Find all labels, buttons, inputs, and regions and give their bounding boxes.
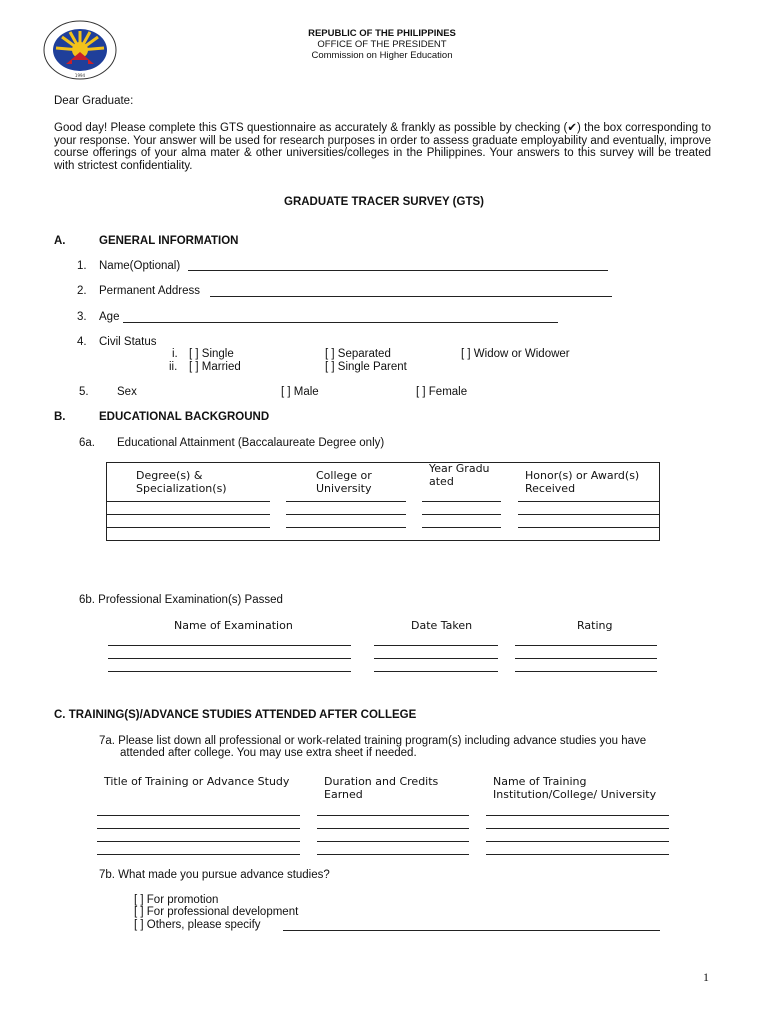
option-separated[interactable]: [ ] Separated bbox=[325, 348, 391, 360]
section-c-title: C. TRAINING(S)/ADVANCE STUDIES ATTENDED AFTER COLLEGE bbox=[54, 709, 417, 721]
q7a-line2: attended after college. You may use extra sheet if needed. bbox=[120, 747, 417, 759]
q6a-num: 6a. bbox=[79, 437, 95, 449]
exam-row1-rating[interactable] bbox=[515, 645, 657, 646]
option-widow[interactable]: [ ] Widow or Widower bbox=[461, 348, 570, 360]
col-honors-header: Honor(s) or Award(s) Received bbox=[525, 469, 640, 495]
edu-row3-year[interactable] bbox=[422, 527, 501, 528]
col-duration-header: Duration and Credits Earned bbox=[324, 775, 439, 801]
name-label: Name(Optional) bbox=[99, 260, 181, 272]
training-row1-institution[interactable] bbox=[486, 815, 669, 816]
header-office: OFFICE OF THE PRESIDENT bbox=[317, 39, 447, 50]
item-2-num: 2. bbox=[77, 285, 87, 297]
exam-row2-name[interactable] bbox=[108, 658, 351, 659]
option-single-parent[interactable]: [ ] Single Parent bbox=[325, 361, 407, 373]
section-a-letter: A. bbox=[54, 235, 66, 247]
svg-text:1994: 1994 bbox=[74, 73, 86, 78]
survey-title: GRADUATE TRACER SURVEY (GTS) bbox=[284, 196, 484, 208]
q7a-line1: 7a. Please list down all professional or work-related training program(s) including advance studies you have bbox=[99, 735, 647, 747]
edu-row2-honors[interactable] bbox=[518, 514, 660, 515]
option-female[interactable]: [ ] Female bbox=[416, 386, 468, 398]
address-label: Permanent Address bbox=[99, 285, 201, 297]
training-row1-duration[interactable] bbox=[317, 815, 469, 816]
intro-paragraph: Good day! Please complete this GTS questionnaire as accurately & frankly as possible by checking (✔) the box corresponding to your response. Your answer will be used for research purposes in order to assess graduate employability and eventually, improve course offerings of your alma mater & other universities/colleges in the Philippines. Your answers to this survey will be treated with strictest confidentiality. bbox=[54, 122, 711, 172]
exam-row2-date[interactable] bbox=[374, 658, 498, 659]
header-commission: Commission on Higher Education bbox=[311, 50, 453, 61]
item-4-num: 4. bbox=[77, 336, 87, 348]
edu-row2-college[interactable] bbox=[286, 514, 406, 515]
col-year-header: Year Graduated bbox=[429, 462, 490, 488]
col-college-header: College or University bbox=[316, 469, 372, 495]
option-others[interactable]: [ ] Others, please specify bbox=[134, 919, 261, 931]
training-row3-duration[interactable] bbox=[317, 841, 469, 842]
col-exam-name-header: Name of Examination bbox=[174, 619, 293, 632]
training-row3-institution[interactable] bbox=[486, 841, 669, 842]
page-number: 1 bbox=[703, 970, 709, 984]
col-training-title-header: Title of Training or Advance Study bbox=[104, 775, 290, 788]
training-row3-title[interactable] bbox=[97, 841, 300, 842]
exam-row3-date[interactable] bbox=[374, 671, 498, 672]
training-row1-title[interactable] bbox=[97, 815, 300, 816]
address-field-line[interactable] bbox=[210, 296, 612, 297]
roman-i: i. bbox=[172, 348, 178, 360]
section-b-title: EDUCATIONAL BACKGROUND bbox=[99, 411, 270, 423]
edu-row1-college[interactable] bbox=[286, 501, 406, 502]
edu-row1-degree[interactable] bbox=[106, 501, 270, 502]
training-row4-duration[interactable] bbox=[317, 854, 469, 855]
civil-status-label: Civil Status bbox=[99, 336, 157, 348]
item-3-num: 3. bbox=[77, 311, 87, 323]
col-rating-header: Rating bbox=[577, 619, 613, 632]
q6b-label: 6b. Professional Examination(s) Passed bbox=[79, 594, 283, 606]
option-married[interactable]: [ ] Married bbox=[189, 361, 241, 373]
training-row4-title[interactable] bbox=[97, 854, 300, 855]
q6a-label: Educational Attainment (Baccalaureate Degree only) bbox=[117, 437, 385, 449]
edu-row1-year[interactable] bbox=[422, 501, 501, 502]
edu-row2-year[interactable] bbox=[422, 514, 501, 515]
header-republic: REPUBLIC OF THE PHILIPPINES bbox=[308, 28, 456, 39]
section-b-letter: B. bbox=[54, 411, 66, 423]
exam-row1-date[interactable] bbox=[374, 645, 498, 646]
others-specify-line[interactable] bbox=[283, 930, 660, 931]
item-1-num: 1. bbox=[77, 260, 87, 272]
col-institution-header: Name of Training Institution/College/ University bbox=[493, 775, 657, 801]
item-5-num: 5. bbox=[79, 386, 89, 398]
age-field-line[interactable] bbox=[123, 322, 558, 323]
exam-row2-rating[interactable] bbox=[515, 658, 657, 659]
exam-row3-rating[interactable] bbox=[515, 671, 657, 672]
col-degree-header: Degree(s) & Specialization(s) bbox=[136, 469, 227, 495]
section-a-title: GENERAL INFORMATION bbox=[99, 235, 239, 247]
greeting: Dear Graduate: bbox=[54, 95, 134, 107]
option-promotion[interactable]: [ ] For promotion bbox=[134, 894, 219, 906]
exam-row3-name[interactable] bbox=[108, 671, 351, 672]
training-row2-duration[interactable] bbox=[317, 828, 469, 829]
training-row2-institution[interactable] bbox=[486, 828, 669, 829]
training-row2-title[interactable] bbox=[97, 828, 300, 829]
edu-row3-honors[interactable] bbox=[518, 527, 660, 528]
edu-row2-degree[interactable] bbox=[106, 514, 270, 515]
option-professional-development[interactable]: [ ] For professional development bbox=[134, 906, 299, 918]
q7b-label: 7b. What made you pursue advance studies? bbox=[99, 869, 330, 881]
edu-row1-honors[interactable] bbox=[518, 501, 660, 502]
training-row4-institution[interactable] bbox=[486, 854, 669, 855]
ched-seal-logo bbox=[42, 20, 118, 80]
edu-row3-college[interactable] bbox=[286, 527, 406, 528]
edu-row3-degree[interactable] bbox=[106, 527, 270, 528]
option-single[interactable]: [ ] Single bbox=[189, 348, 234, 360]
option-male[interactable]: [ ] Male bbox=[281, 386, 319, 398]
sex-label: Sex bbox=[117, 386, 137, 398]
roman-ii: ii. bbox=[169, 361, 178, 373]
exam-row1-name[interactable] bbox=[108, 645, 351, 646]
col-date-taken-header: Date Taken bbox=[411, 619, 473, 632]
name-field-line[interactable] bbox=[188, 270, 608, 271]
age-label: Age bbox=[99, 311, 120, 323]
